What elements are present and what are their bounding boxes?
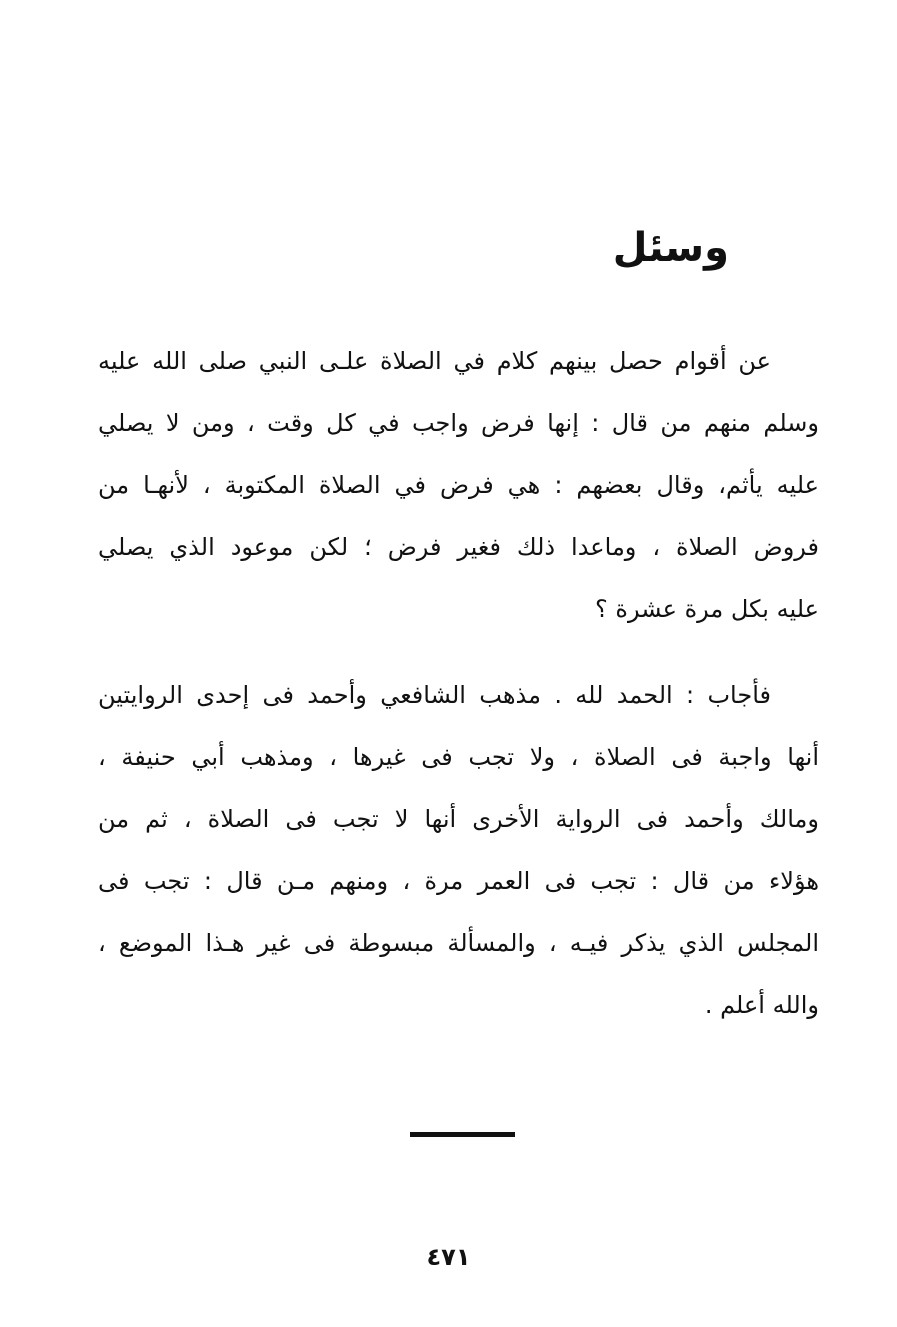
answer-line: والله أعلم .: [704, 991, 819, 1019]
question-line: عليه بكل مرة عشرة ؟: [595, 595, 819, 623]
question-line: فروض الصلاة ، وماعدا ذلك فغير فرض ؛ لكن موعود الذي يصلي: [98, 533, 819, 561]
answer-line: ومالك وأحمد فى الرواية الأخرى أنها لا تجب فى الصلاة ، ثم من: [98, 805, 819, 833]
answer-line: فأجاب : الحمد لله . مذهب الشافعي وأحمد فى إحدى الروايتين: [98, 681, 771, 709]
answer-line: المجلس الذي يذكر فيـه ، والمسألة مبسوطة فى غير هـذا الموضع ،: [98, 929, 819, 957]
answer-line: أنها واجبة فى الصلاة ، ولا تجب فى غيرها ، ومذهب أبي حنيفة ،: [98, 743, 819, 771]
question-line: وسلم منهم من قال : إنها فرض واجب في كل وقت ، ومن لا يصلي: [98, 409, 819, 437]
question-line: عن أقوام حصل بينهم كلام في الصلاة علـى النبي صلى الله عليه: [98, 347, 771, 375]
question-line: عليه يأثم، وقال بعضهم : هي فرض في الصلاة المكتوبة ، لأنهـا من: [98, 471, 819, 499]
question-paragraph: [98, 330, 819, 640]
page-number: ٤٧١: [426, 1243, 471, 1271]
answer-line: هؤلاء من قال : تجب فى العمر مرة ، ومنهم مـن قال : تجب فى: [98, 867, 819, 895]
section-heading: وسئل: [612, 225, 729, 271]
section-divider: [410, 1132, 515, 1137]
answer-paragraph: [98, 664, 819, 1036]
